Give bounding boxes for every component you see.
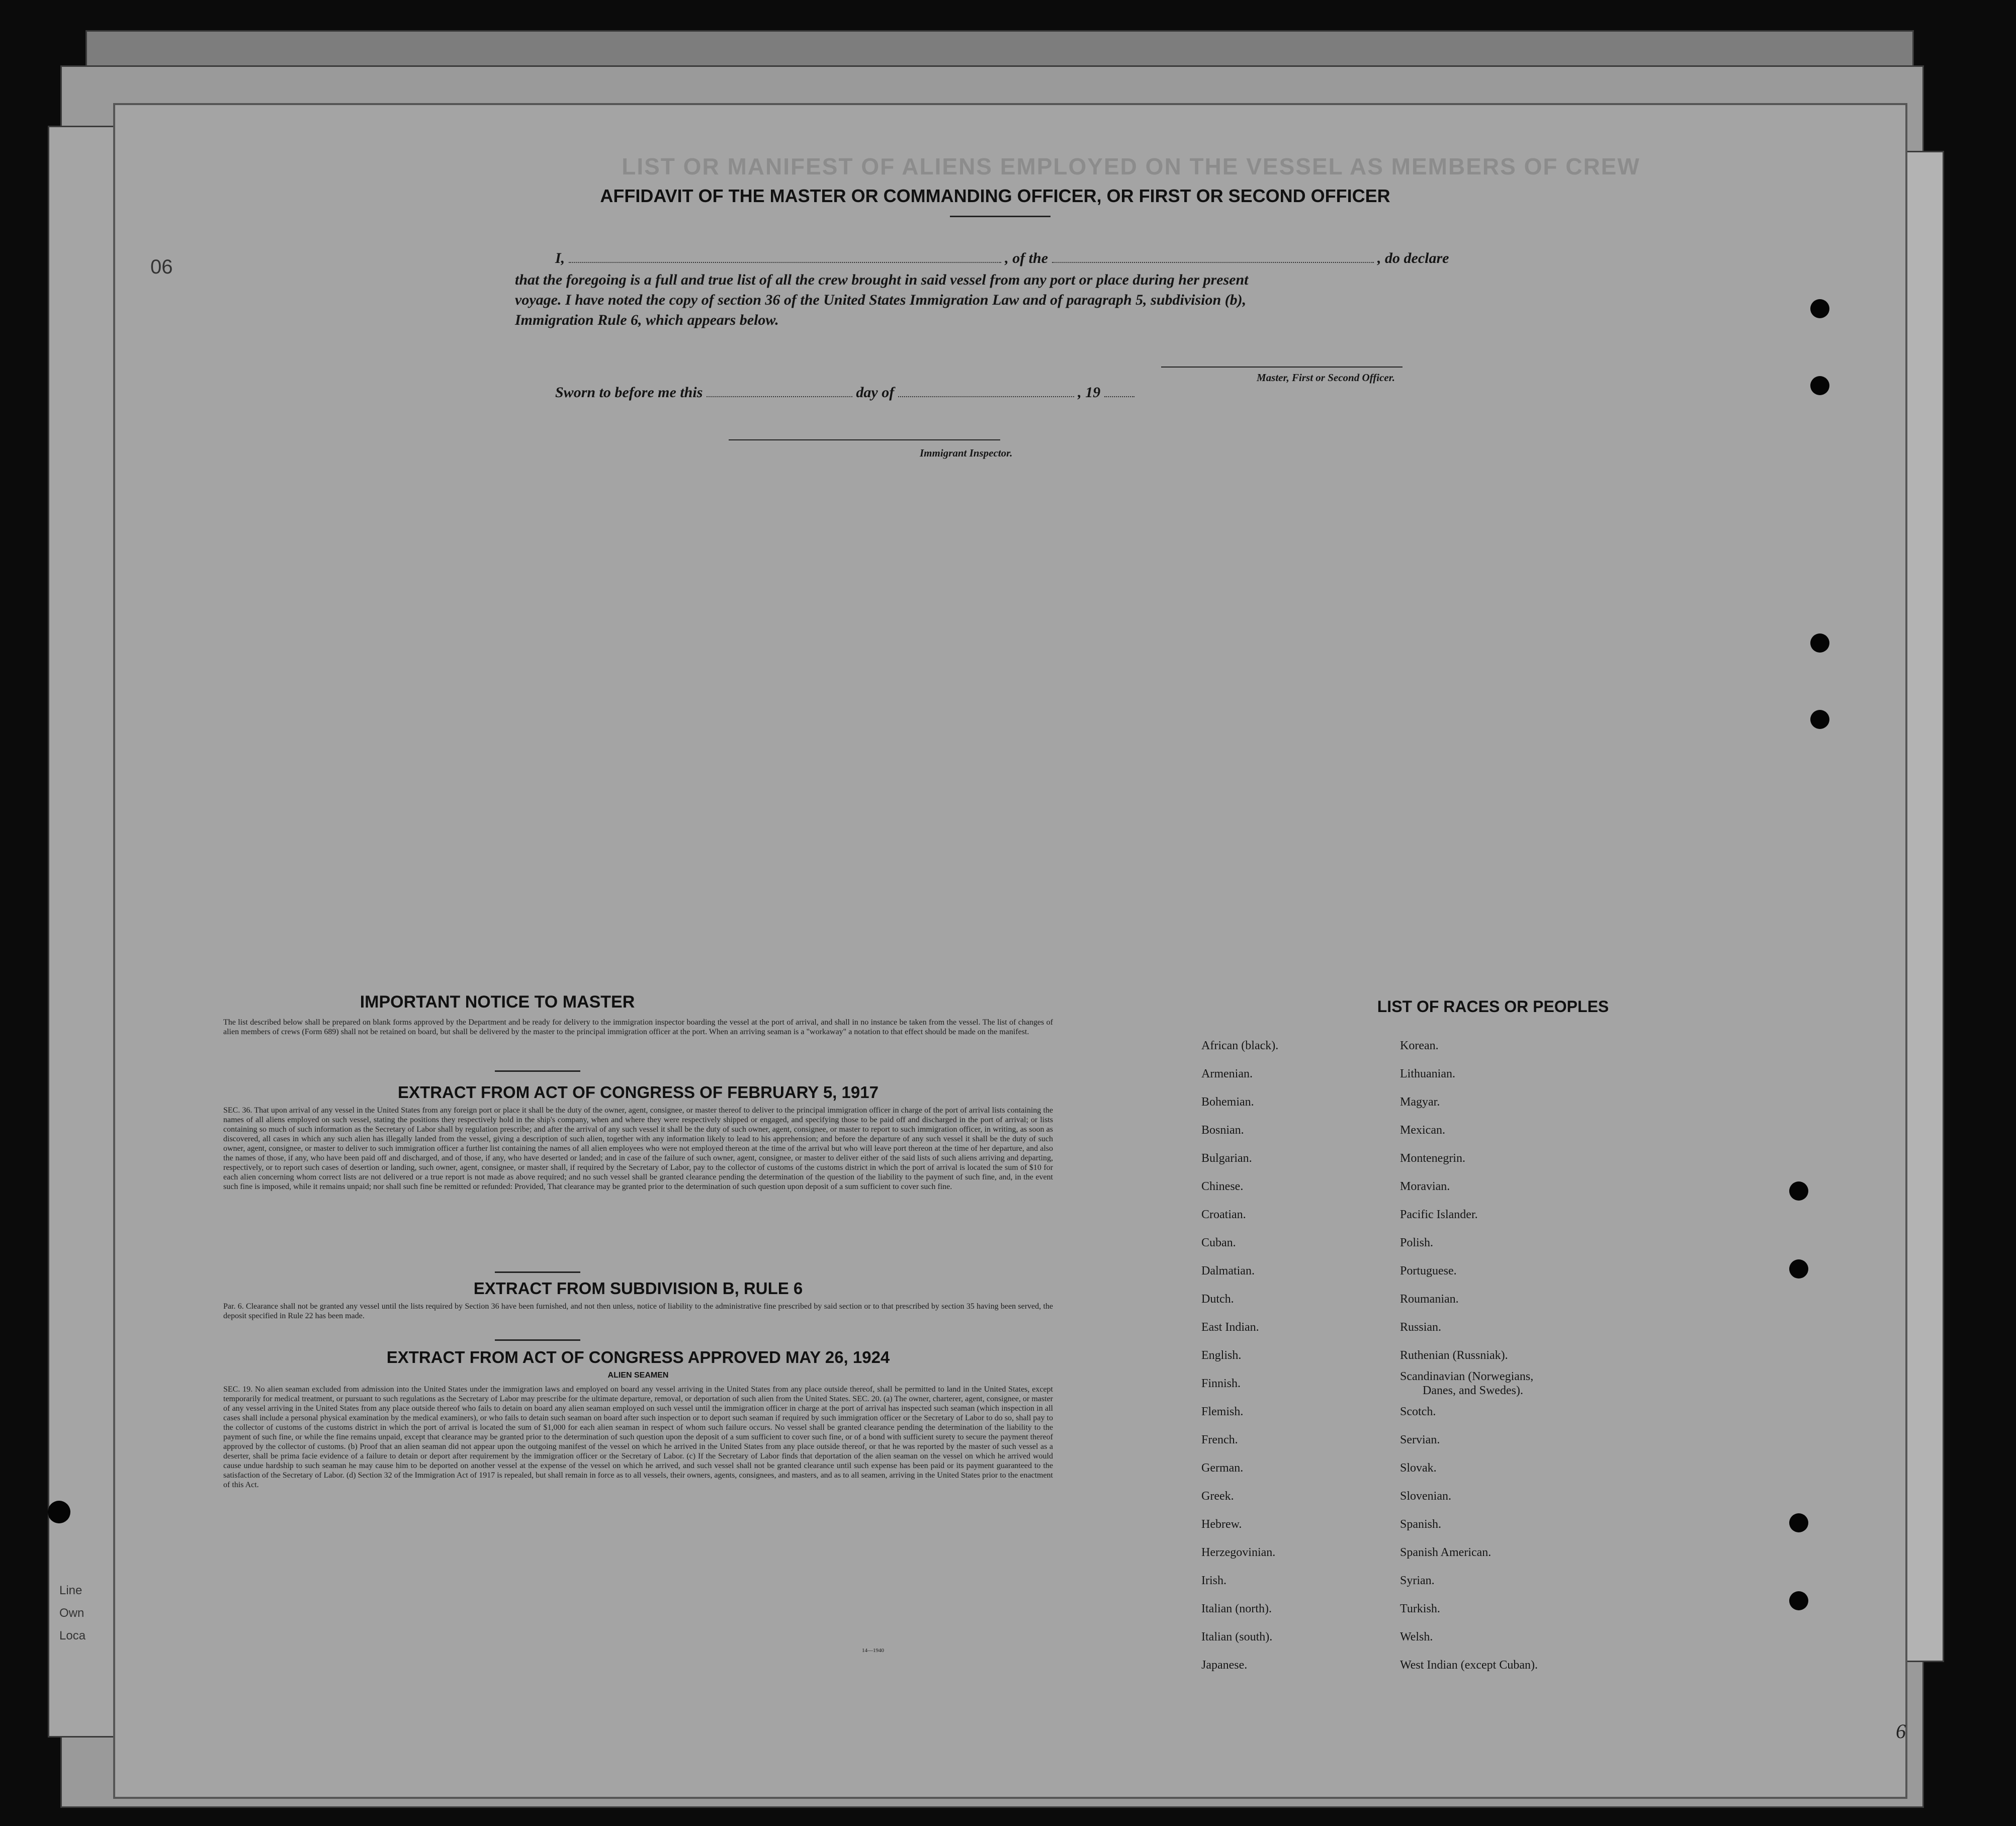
- extract-1917-body: SEC. 36. That upon arrival of any vessel in the United States from any foreign port or place it shall be the duty of the owner, agent, consignee, or master thereof to deliver to the principal immigration officer in charge of the port of arrival lists containing the names of all aliens employed on such vessel, stating the positions they respectively hold in the ship's company, when and where they were respectively shipped or engaged, and specifying those to be paid off and discharged in the port of arrival; or lists containing so much of such information as the Secretary of Labor shall by regulation prescribe; and after the arrival of any such vessel it shall be the duty of such owner, agent, consignee, or master to report to such immigration officer, in writing, as soon as discovered, all cases in which any such alien has illegally landed from the vessel, giving a description of such alien, together with any information likely to lead to his apprehension; and before the departure of any such vessel it shall be the duty of such owner, agent, consignee, or master to deliver to such immigration officer a further list containing the names of all alien employees who were not employed thereon at the time of the arrival but who will leave port thereon at the time of her departure, and also the names of those, if any, who have been paid off and discharged, and of those, if any, who have deserted or landed; and in case of the failure of such owner, agent, consignee, or master to deliver either of the said lists of such aliens arriving and departing, respectively, or to report such cases of desertion or landing, such owner, agent, consignee, or master shall, if required by the Secretary of Labor, pay to the collector of customs of the customs district in which the port of arrival is located the sum of $10 for each alien concerning whom correct lists are not delivered or a true report is not made as above required; and no such vessel shall be granted clearance pending the determination of the question of the liability to the payment of such fine, and, in the event such fine is imposed, while it remains unpaid; nor shall such fine be remitted or refunded: Provided, That clearance may be granted prior to the determination of such question upon deposit of a sum sufficient to cover such fine.: [223, 1106, 1053, 1191]
- declaration-of-the: , of the: [1005, 250, 1048, 266]
- races-title: LIST OF RACES OR PEOPLES: [1377, 997, 1609, 1016]
- name-blank: [569, 249, 1001, 263]
- race-right-item: Montenegrin.: [1400, 1152, 1465, 1165]
- race-left-item: Flemish.: [1201, 1405, 1244, 1418]
- declaration-line-3: voyage. I have noted the copy of section 36 of the United States Immigration Law and of paragraph 5, subdivision (b),: [515, 292, 1247, 308]
- race-right-item: West Indian (except Cuban).: [1400, 1659, 1538, 1672]
- year-blank: [1104, 383, 1134, 397]
- race-left-item: Armenian.: [1201, 1067, 1253, 1080]
- race-left-item: French.: [1201, 1433, 1238, 1446]
- affidavit-title: AFFIDAVIT OF THE MASTER OR COMMANDING OFFICER, OR FIRST OR SECOND OFFICER: [600, 186, 1390, 206]
- vessel-blank: [1052, 249, 1374, 263]
- race-left-item: African (black).: [1201, 1039, 1279, 1052]
- race-right-item: Lithuanian.: [1400, 1067, 1455, 1080]
- race-left-item: Bohemian.: [1201, 1095, 1254, 1109]
- race-left-item: Dutch.: [1201, 1293, 1234, 1306]
- extract-rule6-title: EXTRACT FROM SUBDIVISION B, RULE 6: [473, 1279, 803, 1298]
- notice-title: IMPORTANT NOTICE TO MASTER: [360, 992, 635, 1012]
- margin-number: 06: [150, 256, 173, 278]
- extract-1924-title: EXTRACT FROM ACT OF CONGRESS APPROVED MAY 26, 1924: [386, 1348, 890, 1366]
- punch-hole-icon: [1810, 633, 1829, 653]
- extract-rule: [495, 1271, 580, 1273]
- race-left-item: Irish.: [1201, 1574, 1226, 1587]
- notice-body: The list described below shall be prepared on blank forms approved by the Department and be ready for delivery to the immigration inspector boarding the vessel at the port of arrival, and shall in no instance be taken from the vessel. The list of changes of alien members of crews (Form 689) shall not be retained on board, but shall be delivered by the master to the principal immigration officer at the port. When an arriving seaman is a "workaway" a notation to that effect should be made on the manifest.: [223, 1018, 1053, 1036]
- race-right-item: Portuguese.: [1400, 1264, 1457, 1277]
- extract-1924-subtitle: ALIEN SEAMEN: [607, 1371, 669, 1380]
- sworn-line: [555, 383, 1309, 403]
- race-left-item: Dalmatian.: [1201, 1264, 1255, 1277]
- declaration-line-4: Immigration Rule 6, which appears below.: [515, 312, 779, 328]
- extract-rule6-body: Par. 6. Clearance shall not be granted any vessel until the lists required by Section 36 have been furnished, and not then unless, notice of liability to the administrative fine prescribed by said section or to that prescribed by section 35 having been served, the deposit specified in Rule 22 has been made.: [223, 1302, 1053, 1320]
- extract-1924-body: SEC. 19. No alien seaman excluded from admission into the United States under the immigration laws and employed on board any vessel arriving in the United States from any place outside thereof, shall be permitted to land in the United States, except temporarily for medical treatment, or pursuant to such regulations as the Secretary of Labor may prescribe for the ultimate departure, removal, or deportation of such alien from the United States. SEC. 20. (a) The owner, charterer, agent, consignee, or master of any vessel arriving in the United States from any place outside thereof who fails to detain on board any alien seaman employed on such vessel until the immigration officer in charge at the port of arrival has inspected such seaman (which inspection in all cases shall include a personal physical examination by the medical examiners), or who fails to detain such seaman on board after such inspection or to deport such seaman if required by such immigration officer or the Secretary of Labor to do so, shall pay to the collector of customs of the customs district in which the port of arrival is located the sum of $1,000 for each alien seaman in respect of whom such failure occurs. No vessel shall be granted clearance pending the determination of the liability to the payment of such fine, or while the fine remains unpaid, except that clearance may be granted prior to the determination of such question upon the deposit of a sum sufficient to cover such fine, or of a bond with sufficient surety to secure the payment thereof approved by the collector of customs. (b) Proof that an alien seaman did not appear upon the outgoing manifest of the vessel on which he arrived in the United States from any place outside thereof, or that he was reported by the master of such vessel as a deserter, shall be prima facie evidence of a failure to detain or deport after requirement by the immigration officer or the Secretary of Labor. (c) If the Secretary of Labor finds that deportation of the alien seaman on the vessel on which he arrived would cause undue hardship to such seaman he may cause him to be deported on another vessel at the expense of the vessel on which he arrived, and such vessel shall not be granted clearance until such expense has been paid or its payment guaranteed to the satisfaction of the Secretary of Labor. (d) Section 32 of the Immigration Act of 1917 is repealed, but shall remain in force as to all vessels, their owners, agents, consignees, and masters, and as to all seamen, arriving in the United States prior to the enactment of this Act.: [223, 1385, 1053, 1489]
- race-left-item: Chinese.: [1201, 1180, 1244, 1193]
- declaration-i: I,: [555, 250, 565, 266]
- punch-hole-icon: [1789, 1513, 1808, 1532]
- punch-hole-icon: [48, 1501, 70, 1523]
- inspector-signature-line: [729, 439, 1000, 440]
- race-left-item: Croatian.: [1201, 1208, 1246, 1221]
- race-left-item: Bulgarian.: [1201, 1152, 1252, 1165]
- race-left-item: Cuban.: [1201, 1236, 1236, 1249]
- race-left-item: English.: [1201, 1349, 1242, 1362]
- race-left-item: Finnish.: [1201, 1377, 1241, 1390]
- day-of-text: day of: [856, 384, 895, 401]
- punch-hole-icon: [1810, 710, 1829, 729]
- title-rule: [950, 216, 1050, 217]
- race-left-item: German.: [1201, 1462, 1244, 1475]
- affidavit-page: [113, 103, 1907, 1799]
- day-blank: [707, 383, 852, 397]
- race-right-item: Pacific Islander.: [1400, 1208, 1478, 1221]
- race-right-item: Turkish.: [1400, 1602, 1440, 1615]
- declaration-do-declare: , do declare: [1377, 250, 1449, 266]
- race-left-item: Japanese.: [1201, 1659, 1248, 1672]
- month-blank: [898, 383, 1074, 397]
- punch-hole-icon: [1789, 1259, 1808, 1279]
- year-text: , 19: [1078, 384, 1101, 401]
- race-right-item-continued: Danes, and Swedes).: [1423, 1384, 1523, 1397]
- race-right-item: Magyar.: [1400, 1095, 1440, 1109]
- inspector-label: Immigrant Inspector.: [920, 447, 1013, 459]
- race-right-item: Moravian.: [1400, 1180, 1450, 1193]
- punch-hole-icon: [1810, 299, 1829, 318]
- race-left-item: Bosnian.: [1201, 1124, 1244, 1137]
- declaration-line-2: that the foregoing is a full and true list of all the crew brought in said vessel from any port or place during her present: [515, 271, 1249, 288]
- margin-location-label: Loca: [59, 1629, 86, 1642]
- punch-hole-icon: [1789, 1591, 1808, 1610]
- punch-hole-icon: [1810, 376, 1829, 395]
- race-right-item: Scandinavian (Norwegians,: [1400, 1370, 1534, 1383]
- margin-owner-label: Own: [59, 1606, 84, 1620]
- race-left-item: Greek.: [1201, 1490, 1234, 1503]
- race-right-item: Slovak.: [1400, 1462, 1437, 1475]
- race-right-item: Spanish.: [1400, 1518, 1442, 1531]
- race-right-item: Russian.: [1400, 1321, 1442, 1334]
- race-right-item: Syrian.: [1400, 1574, 1435, 1587]
- race-right-item: Roumanian.: [1400, 1293, 1459, 1306]
- master-label: Master, First or Second Officer.: [1257, 372, 1395, 384]
- form-code: 14—1940: [862, 1648, 884, 1654]
- race-right-item: Ruthenian (Russniak).: [1400, 1349, 1508, 1362]
- race-right-item: Korean.: [1400, 1039, 1439, 1052]
- race-left-item: Herzegovinian.: [1201, 1546, 1276, 1559]
- race-right-item: Mexican.: [1400, 1124, 1445, 1137]
- race-right-item: Scotch.: [1400, 1405, 1436, 1418]
- extract-1917-title: EXTRACT FROM ACT OF CONGRESS OF FEBRUARY 5, 1917: [398, 1083, 879, 1102]
- notice-rule: [495, 1070, 580, 1072]
- race-right-item: Servian.: [1400, 1433, 1440, 1446]
- race-right-item: Spanish American.: [1400, 1546, 1492, 1559]
- extract-rule-2: [495, 1339, 580, 1341]
- margin-line-label: Line: [59, 1584, 82, 1597]
- sworn-text: Sworn to before me this: [555, 384, 703, 401]
- race-left-item: East Indian.: [1201, 1321, 1259, 1334]
- race-right-item: Slovenian.: [1400, 1490, 1451, 1503]
- race-right-item: Polish.: [1400, 1236, 1434, 1249]
- page-number: 6: [1896, 1720, 1906, 1743]
- faint-header: LIST OR MANIFEST OF ALIENS EMPLOYED ON THE VESSEL AS MEMBERS OF CREW: [622, 153, 1640, 179]
- declaration-line-1: [555, 248, 1586, 268]
- race-left-item: Italian (north).: [1201, 1602, 1272, 1615]
- race-left-item: Hebrew.: [1201, 1518, 1242, 1531]
- race-left-item: Italian (south).: [1201, 1630, 1273, 1644]
- race-right-item: Welsh.: [1400, 1630, 1433, 1644]
- punch-hole-icon: [1789, 1181, 1808, 1201]
- master-signature-line: [1161, 367, 1403, 368]
